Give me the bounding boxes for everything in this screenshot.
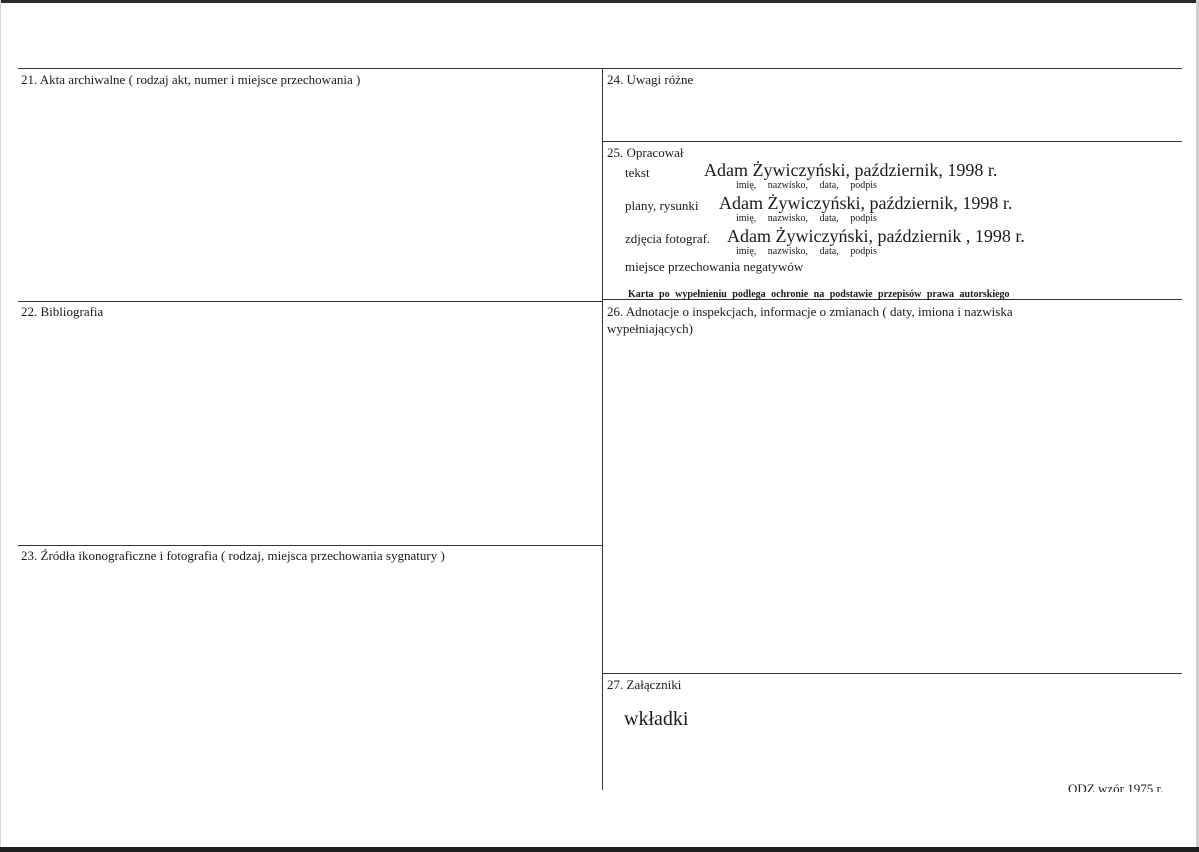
photos-author-value: Adam Żywiczyński, październik , 1998 r. <box>727 226 1025 246</box>
drawings-author-caption: imię, nazwisko, data, podpis <box>736 213 877 224</box>
section-22-label: 22. Bibliografia <box>21 304 104 319</box>
section-25-label: 25. Opracował <box>607 145 684 160</box>
drawings-author-label: plany, rysunki <box>625 198 699 213</box>
section-26-label-cont: wypełniających) <box>607 321 693 336</box>
photos-author-caption: imię, nazwisko, data, podpis <box>736 246 877 257</box>
rule-22-23 <box>18 545 603 546</box>
rule-24-25 <box>602 141 1182 142</box>
drawings-author-value: Adam Żywiczyński, październik, 1998 r. <box>719 193 1013 213</box>
rule-21-22 <box>18 301 603 302</box>
section-23-label: 23. Źródła ikonograficzne i fotografia ( rodzaj, miejsca przechowania sygnatury ) <box>21 548 445 563</box>
text-author-caption: imię, nazwisko, data, podpis <box>736 180 877 191</box>
scan-bottom-edge <box>0 847 1199 852</box>
section-26-label: 26. Adnotacje o inspekcjach, informacje o zmianach ( daty, imiona i nazwiska <box>607 304 1013 319</box>
attachments-value: wkładki <box>624 708 689 730</box>
scan-top-edge <box>0 0 1199 3</box>
text-author-label: tekst <box>625 165 650 180</box>
scan-left-edge <box>0 0 1 852</box>
text-author-value: Adam Żywiczyński, październik, 1998 r. <box>704 160 998 180</box>
copyright-note: Karta po wypełnieniu podlega ochronie na podstawie przepisów prawa autorskiego <box>628 289 1010 300</box>
rule-26-27 <box>602 673 1182 674</box>
form-identifier: ODZ wzór 1975 r. <box>1068 784 1164 792</box>
section-21-label: 21. Akta archiwalne ( rodzaj akt, numer i miejsce przechowania ) <box>21 72 361 87</box>
photos-author-label: zdjęcia fotograf. <box>625 231 711 246</box>
section-27-label: 27. Załączniki <box>607 677 682 692</box>
section-24-label: 24. Uwagi różne <box>607 72 694 87</box>
negatives-location-label: miejsce przechowania negatywów <box>625 259 804 274</box>
column-divider <box>602 68 603 790</box>
top-rule <box>18 68 1182 69</box>
